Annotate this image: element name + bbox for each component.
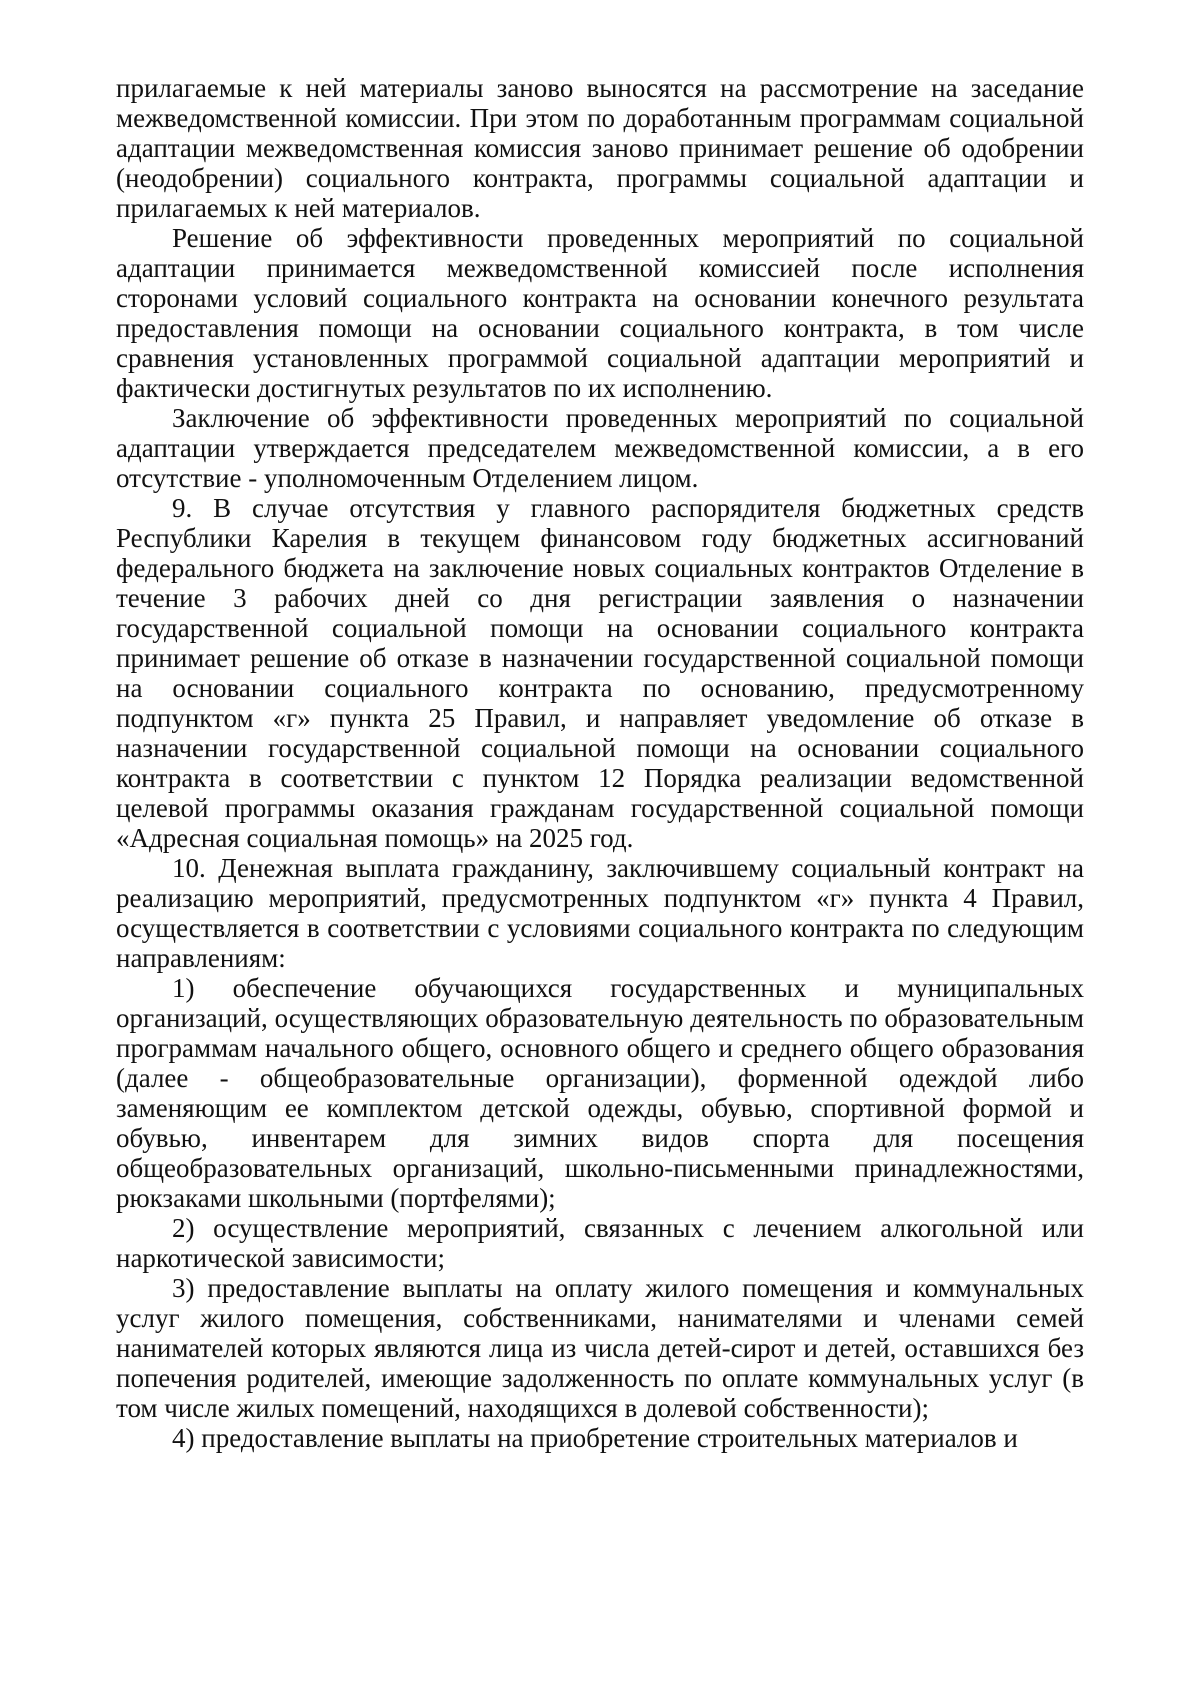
document-body (116, 73, 1084, 1453)
paragraph-effectiveness-conclusion: Заключение об эффективности проведенных мероприятий по социальной адаптации утверждается председателем межведомственной комиссии, а в его отсутствие - уполномоченным Отделением лицом. (116, 403, 1084, 493)
paragraph-subitem-3: 3) предоставление выплаты на оплату жилого помещения и коммунальных услуг жилого помещения, собственниками, нанимателями и членами семей нанимателей которых являются лица из числа детей-сирот и детей, оставшихся без попечения родителей, имеющие задолженность по оплате коммунальных услуг (в том числе жилых помещений, находящихся в долевой собственности); (116, 1273, 1084, 1423)
paragraph-subitem-2: 2) осуществление мероприятий, связанных с лечением алкогольной или наркотической зависимости; (116, 1213, 1084, 1273)
paragraph-continuation: прилагаемые к ней материалы заново выносятся на рассмотрение на заседание межведомственной комиссии. При этом по доработанным программам социальной адаптации межведомственная комиссия заново принимает решение об одобрении (неодобрении) социального контракта, программы социальной адаптации и прилагаемых к ней материалов. (116, 73, 1084, 223)
paragraph-effectiveness-decision: Решение об эффективности проведенных мероприятий по социальной адаптации принимается межведомственной комиссией после исполнения сторонами условий социального контракта на основании конечного результата предоставления помощи на основании социального контракта, в том числе сравнения установленных программой социальной адаптации мероприятий и фактически достигнутых результатов по их исполнению. (116, 223, 1084, 403)
paragraph-item-10: 10. Денежная выплата гражданину, заключившему социальный контракт на реализацию мероприятий, предусмотренных подпунктом «г» пункта 4 Правил, осуществляется в соответствии с условиями социального контракта по следующим направлениям: (116, 853, 1084, 973)
paragraph-item-9: 9. В случае отсутствия у главного распорядителя бюджетных средств Республики Карелия в текущем финансовом году бюджетных ассигнований федерального бюджета на заключение новых социальных контрактов Отделение в течение 3 рабочих дней со дня регистрации заявления о назначении государственной социальной помощи на основании социального контракта принимает решение об отказе в назначении государственной социальной помощи на основании социального контракта по основанию, предусмотренному подпунктом «г» пункта 25 Правил, и направляет уведомление об отказе в назначении государственной социальной помощи на основании социального контракта в соответствии с пунктом 12 Порядка реализации ведомственной целевой программы оказания гражданам государственной социальной помощи «Адресная социальная помощь» на 2025 год. (116, 493, 1084, 853)
paragraph-subitem-4: 4) предоставление выплаты на приобретение строительных материалов и (172, 1423, 1018, 1453)
paragraph-subitem-1: 1) обеспечение обучающихся государственных и муниципальных организаций, осуществляющих образовательную деятельность по образовательным программам начального общего, основного общего и среднего общего образования (далее - общеобразовательные организации), форменной одеждой либо заменяющим ее комплектом детской одежды, обувью, спортивной формой и обувью, инвентарем для зимних видов спорта для посещения общеобразовательных организаций, школьно-письменными принадлежностями, рюкзаками школьными (портфелями); (116, 973, 1084, 1213)
